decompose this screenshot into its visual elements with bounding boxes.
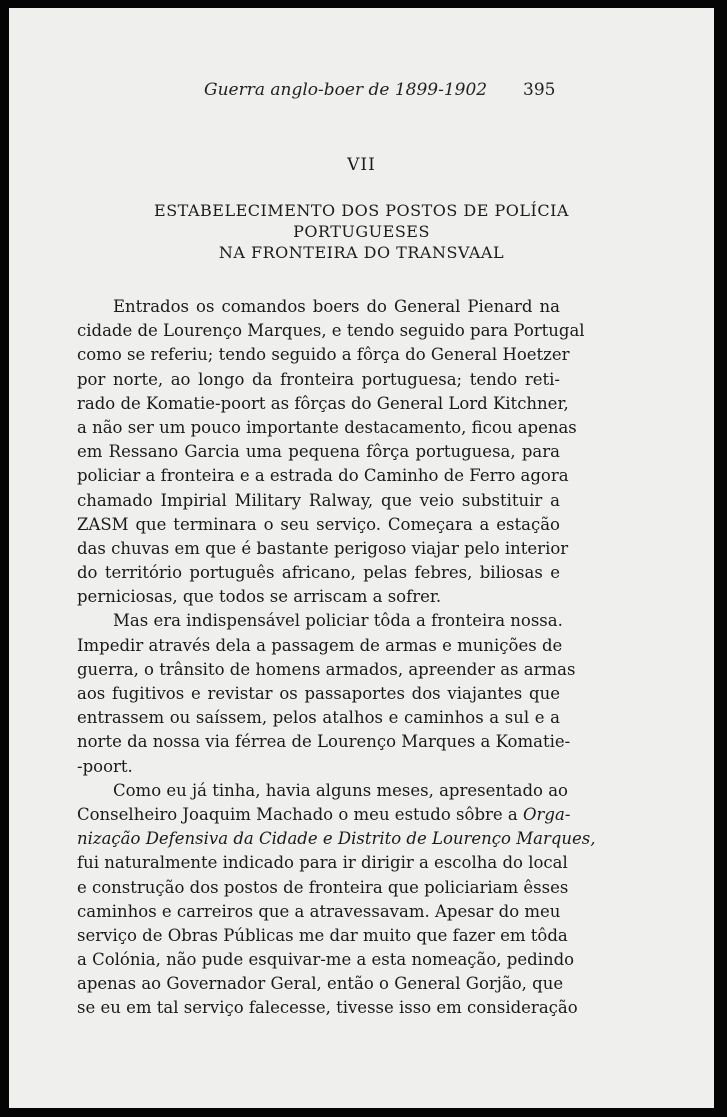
text-fragment: Conselheiro Joaquim Machado o meu estudo sôbre a bbox=[77, 804, 518, 824]
chapter-title-line: PORTUGUESES bbox=[293, 222, 430, 241]
running-title: Guerra anglo-boer de 1899-1902 bbox=[204, 80, 488, 100]
text-line: norte da nossa via férrea de Lourenço Marques a Komatie- bbox=[77, 732, 571, 752]
text-line: por norte, ao longo da fronteira portuguesa; tendo reti- bbox=[77, 369, 560, 389]
body-text bbox=[77, 295, 596, 1021]
text-line: Como eu já tinha, havia alguns meses, apresentado ao bbox=[113, 780, 568, 800]
text-line: como se referiu; tendo seguido a fôrça do General Hoetzer bbox=[77, 345, 570, 365]
italic-fragment: nização Defensiva da Cidade e Distrito de Lourenço Marques, bbox=[77, 829, 596, 849]
text-line: do território português africano, pelas febres, biliosas e bbox=[77, 563, 560, 583]
chapter-number: VII bbox=[347, 155, 376, 175]
text-line: guerra, o trânsito de homens armados, apreender as armas bbox=[77, 659, 576, 679]
book-page bbox=[9, 8, 714, 1108]
chapter-title bbox=[9, 200, 714, 263]
text-line: Entrados os comandos boers do General Pienard na bbox=[113, 297, 560, 316]
text-line: chamado Impirial Military Ralway, que veio substituir a bbox=[77, 490, 560, 510]
chapter-title-line: ESTABELECIMENTO DOS POSTOS DE POLÍCIA bbox=[154, 201, 569, 220]
page-header bbox=[9, 80, 714, 104]
text-line: das chuvas em que é bastante perigoso viajar pelo interior bbox=[77, 538, 569, 558]
text-line: ZASM que terminara o seu serviço. Começara a estação bbox=[77, 514, 560, 534]
text-line: Impedir através dela a passagem de armas e munições de bbox=[77, 635, 563, 655]
text-line: se eu em tal serviço falecesse, tivesse isso em consideração bbox=[77, 998, 578, 1018]
text-line: perniciosas, que todos se arriscam a sofrer. bbox=[77, 587, 442, 607]
chapter-title-line: NA FRONTEIRA DO TRANSVAAL bbox=[218, 243, 505, 262]
text-line: em Ressano Garcia uma pequena fôrça portuguesa, para bbox=[77, 442, 560, 462]
text-line: a não ser um pouco importante destacamento, ficou apenas bbox=[77, 417, 577, 437]
italic-fragment: Orga- bbox=[523, 804, 571, 824]
text-line: cidade de Lourenço Marques, e tendo seguido para Portugal bbox=[77, 321, 585, 341]
text-line: Mas era indispensável policiar tôda a fronteira nossa. bbox=[113, 611, 563, 631]
text-line: rado de Komatie-poort as fôrças do General Lord Kitchner, bbox=[77, 393, 569, 413]
text-line: aos fugitivos e revistar os passaportes dos viajantes que bbox=[77, 684, 560, 703]
text-line: a Colónia, não pude esquivar-me a esta nomeação, pedindo bbox=[77, 950, 575, 970]
text-line: entrassem ou saíssem, pelos atalhos e caminhos a sul e a bbox=[77, 708, 560, 728]
text-line bbox=[77, 803, 571, 827]
page-number: 395 bbox=[523, 80, 556, 100]
text-line: serviço de Obras Públicas me dar muito que fazer em tôda bbox=[77, 925, 568, 945]
text-line: -poort. bbox=[77, 756, 133, 776]
text-line: caminhos e carreiros que a atravessavam. Apesar do meu bbox=[77, 901, 561, 921]
text-line bbox=[77, 827, 596, 851]
text-line: policiar a fronteira e a estrada do Caminho de Ferro agora bbox=[77, 466, 569, 486]
text-line: e construção dos postos de fronteira que policiariam êsses bbox=[77, 877, 569, 897]
text-line: fui naturalmente indicado para ir dirigir a escolha do local bbox=[77, 853, 568, 873]
text-line: apenas ao Governador Geral, então o General Gorjão, que bbox=[77, 974, 564, 994]
